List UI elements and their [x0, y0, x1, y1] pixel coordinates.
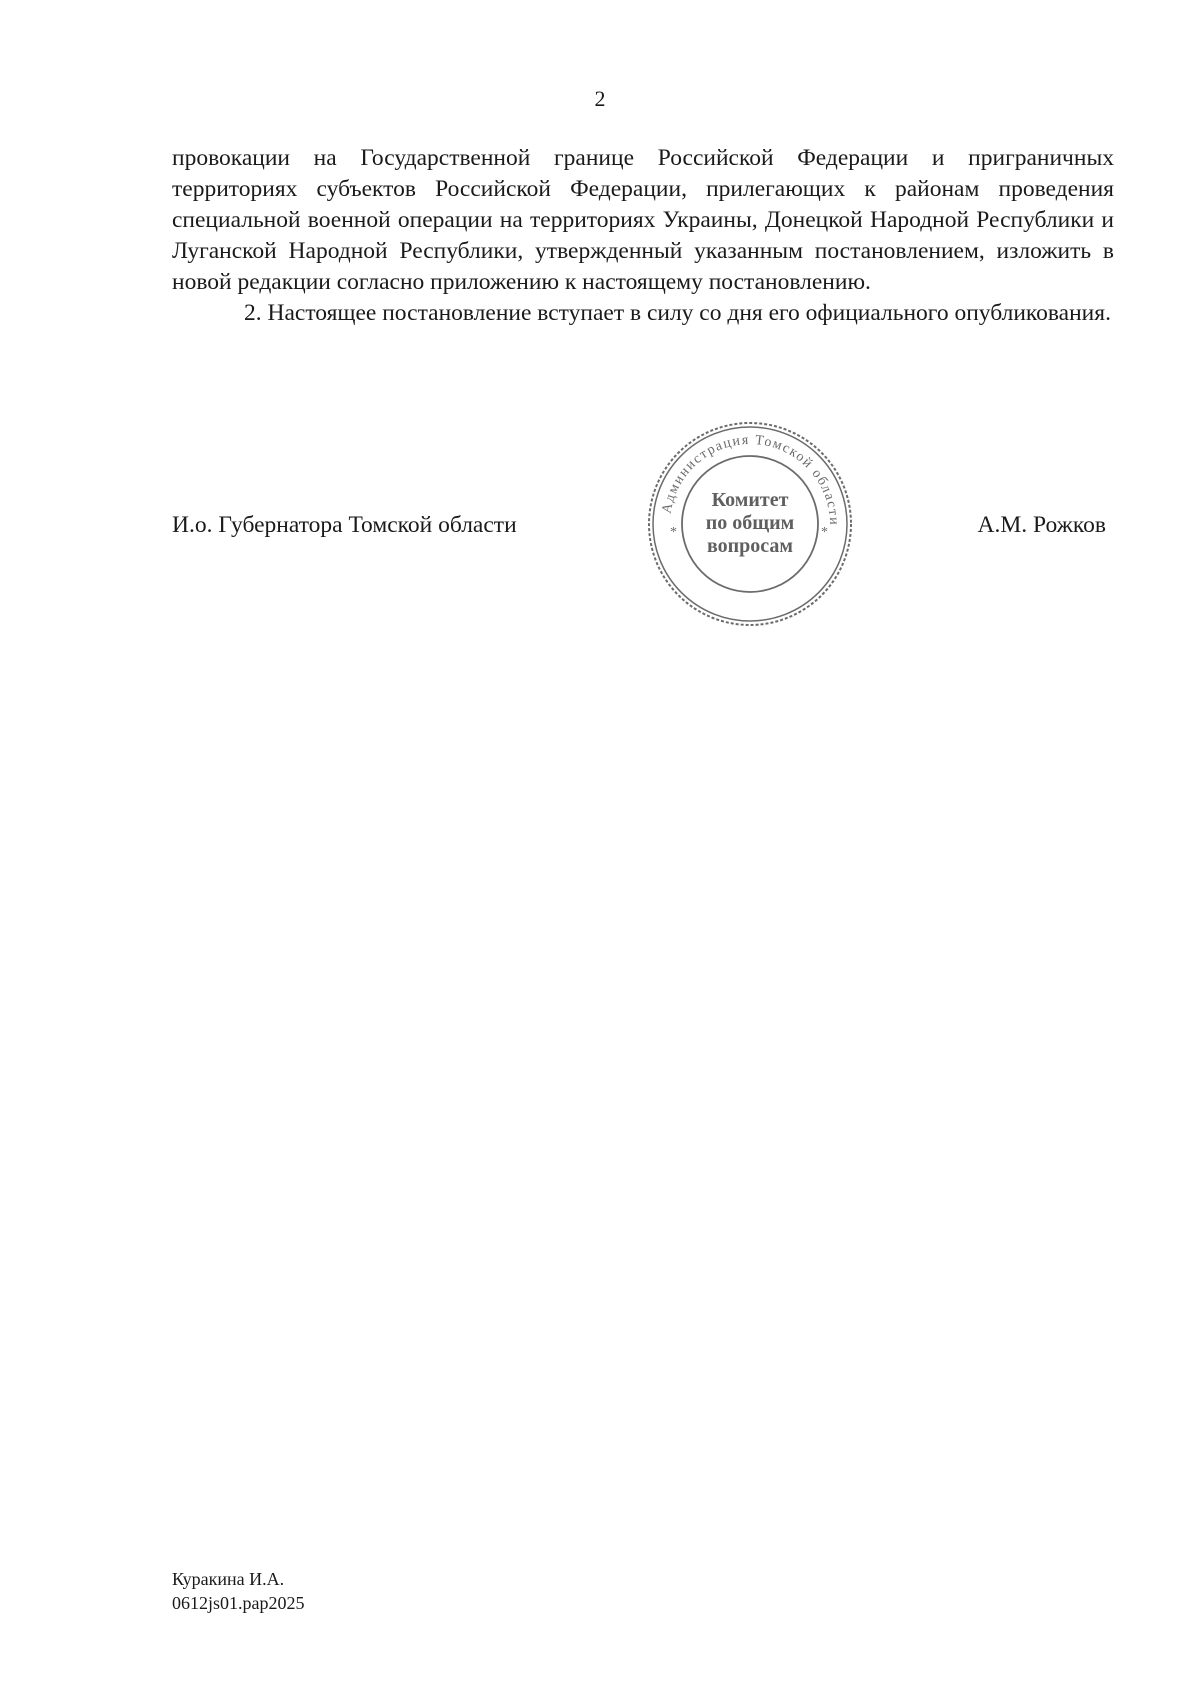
signer-name: А.М. Рожков: [977, 512, 1106, 538]
paragraph-2: 2. Настоящее постановление вступает в силу со дня его официального опубликования.: [244, 300, 1111, 326]
paragraph-1: провокации на Государственной границе Российской Федерации и приграничных территориях субъектов Российской Федерации, прилегающих к районам проведения специальной военной операции на территориях Украины, Донецкой Народной Республики и Луганской Народной Республики, утвержденный указанным постановлением, изложить в новой редакции согласно приложению к настоящему постановлению.: [172, 145, 1114, 295]
seal-line-1: Комитет: [711, 489, 789, 511]
svg-text:*: *: [670, 525, 677, 540]
seal-line-2: по общим: [705, 512, 795, 534]
body-text: [172, 143, 1114, 329]
page-number: 2: [594, 86, 606, 111]
official-seal: [644, 418, 856, 630]
svg-text:*: *: [821, 525, 828, 540]
seal-ring-text: Администрация Томской области: [659, 432, 842, 527]
footer-file-code: 0612js01.pap2025: [172, 1593, 305, 1613]
signer-title: И.о. Губернатора Томской области: [172, 512, 517, 538]
signature-block: [172, 508, 1114, 542]
footer-author: Куракина И.А.: [172, 1569, 285, 1589]
footer: [172, 1567, 305, 1615]
seal-line-3: вопросам: [706, 535, 794, 557]
seal-icon: [644, 418, 856, 630]
